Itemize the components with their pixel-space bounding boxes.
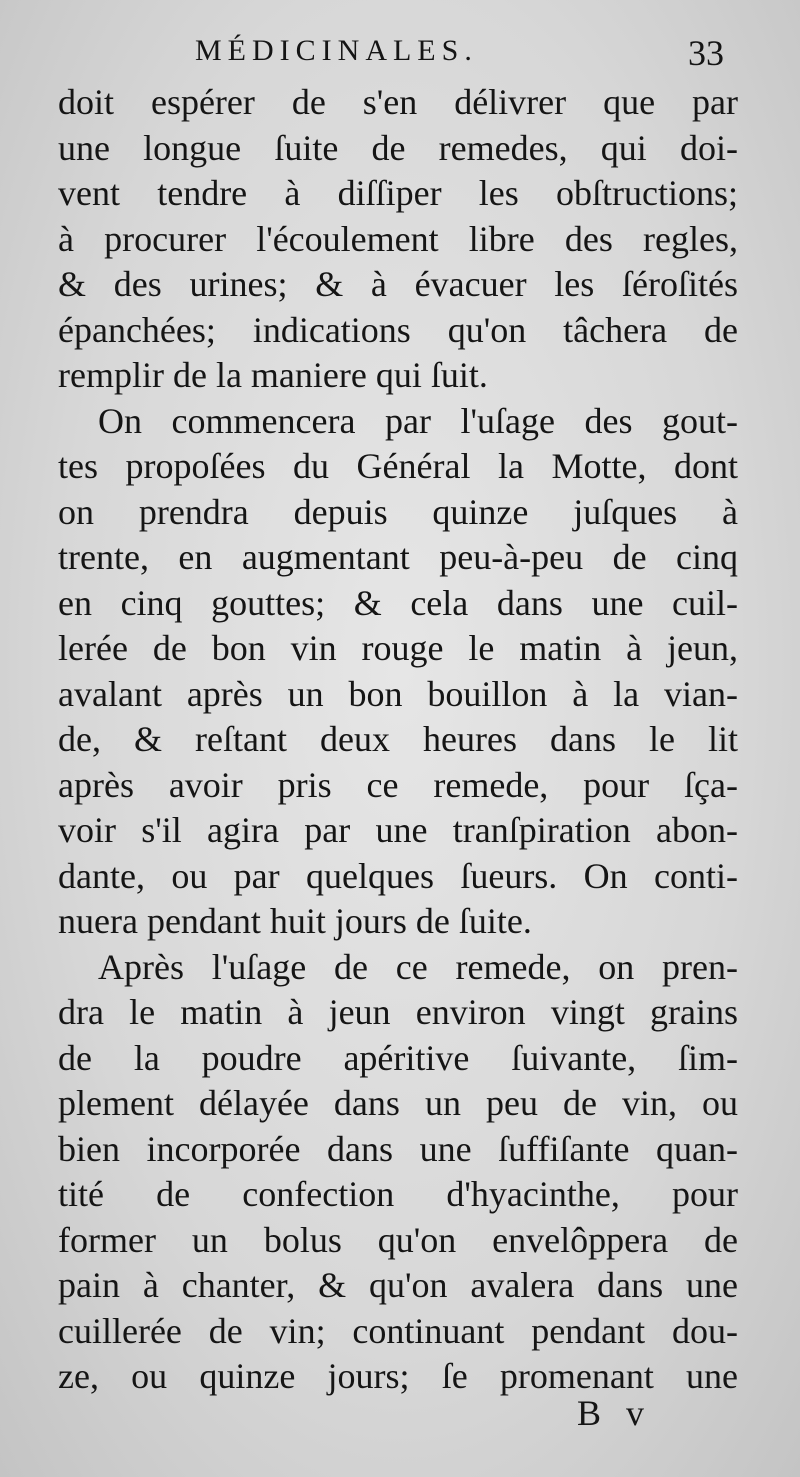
text-line: une longue ſuite de remedes, qui doi- xyxy=(58,127,738,168)
text-line: tité de confection d'hyacinthe, pour xyxy=(58,1174,738,1214)
running-head xyxy=(0,30,800,80)
text-line: en cinq gouttes; & cela dans une cuil- xyxy=(58,582,738,623)
text-line: Après l'uſage de ce remede, on pren- xyxy=(98,946,738,987)
signature-mark: B v xyxy=(577,1393,653,1433)
page-number: 33 xyxy=(688,33,724,73)
text-line: voir s'il agira par une tranſpiration abon- xyxy=(58,810,738,850)
text-line: cuillerée de vin; continuant pendant dou- xyxy=(58,1310,738,1351)
text-line: de, & reſtant deux heures dans le lit xyxy=(58,719,738,759)
text-line: épanchées; indications qu'on tâchera de xyxy=(58,309,738,350)
text-line: On commencera par l'uſage des gout- xyxy=(98,400,738,441)
text-line: bien incorporée dans une ſuffiſante quan- xyxy=(58,1128,738,1169)
text-line: tes propoſées du Général la Motte, dont xyxy=(58,446,738,486)
text-line: dra le matin à jeun environ vingt grains xyxy=(58,992,738,1032)
text-line: doit espérer de s'en délivrer que par xyxy=(58,82,738,122)
text-line: à procurer l'écoulement libre des regles, xyxy=(58,218,738,259)
body-text xyxy=(58,80,738,1400)
text-line: vent tendre à diſſiper les obſtructions; xyxy=(58,173,738,213)
text-line: dante, ou par quelques ſueurs. On conti- xyxy=(58,855,738,896)
text-line: trente, en augmentant peu-à-peu de cinq xyxy=(58,537,738,577)
text-line: former un bolus qu'on envelôppera de xyxy=(58,1219,738,1260)
text-line: remplir de la maniere qui ſuit. xyxy=(58,355,488,395)
text-line: & des urines; & à évacuer les ſéroſités xyxy=(58,264,738,304)
text-line: lerée de bon vin rouge le matin à jeun, xyxy=(58,628,738,668)
text-line: plement délayée dans un peu de vin, ou xyxy=(58,1083,738,1123)
running-head-title: MÉDICINALES. xyxy=(195,34,478,67)
text-line: ze, ou quinze jours; ſe promenant une xyxy=(58,1356,738,1396)
text-line: nuera pendant huit jours de ſuite. xyxy=(58,901,532,941)
paragraph-2 xyxy=(58,399,738,945)
text-line: de la poudre apéritive ſuivante, ſim- xyxy=(58,1037,738,1078)
paragraph-3 xyxy=(58,945,738,1400)
text-line: après avoir pris ce remede, pour ſça- xyxy=(58,764,738,805)
text-line: on prendra depuis quinze juſques à xyxy=(58,491,738,532)
paragraph-1 xyxy=(58,80,738,399)
text-line: pain à chanter, & qu'on avalera dans une xyxy=(58,1265,738,1305)
text-line: avalant après un bon bouillon à la vian- xyxy=(58,673,738,714)
